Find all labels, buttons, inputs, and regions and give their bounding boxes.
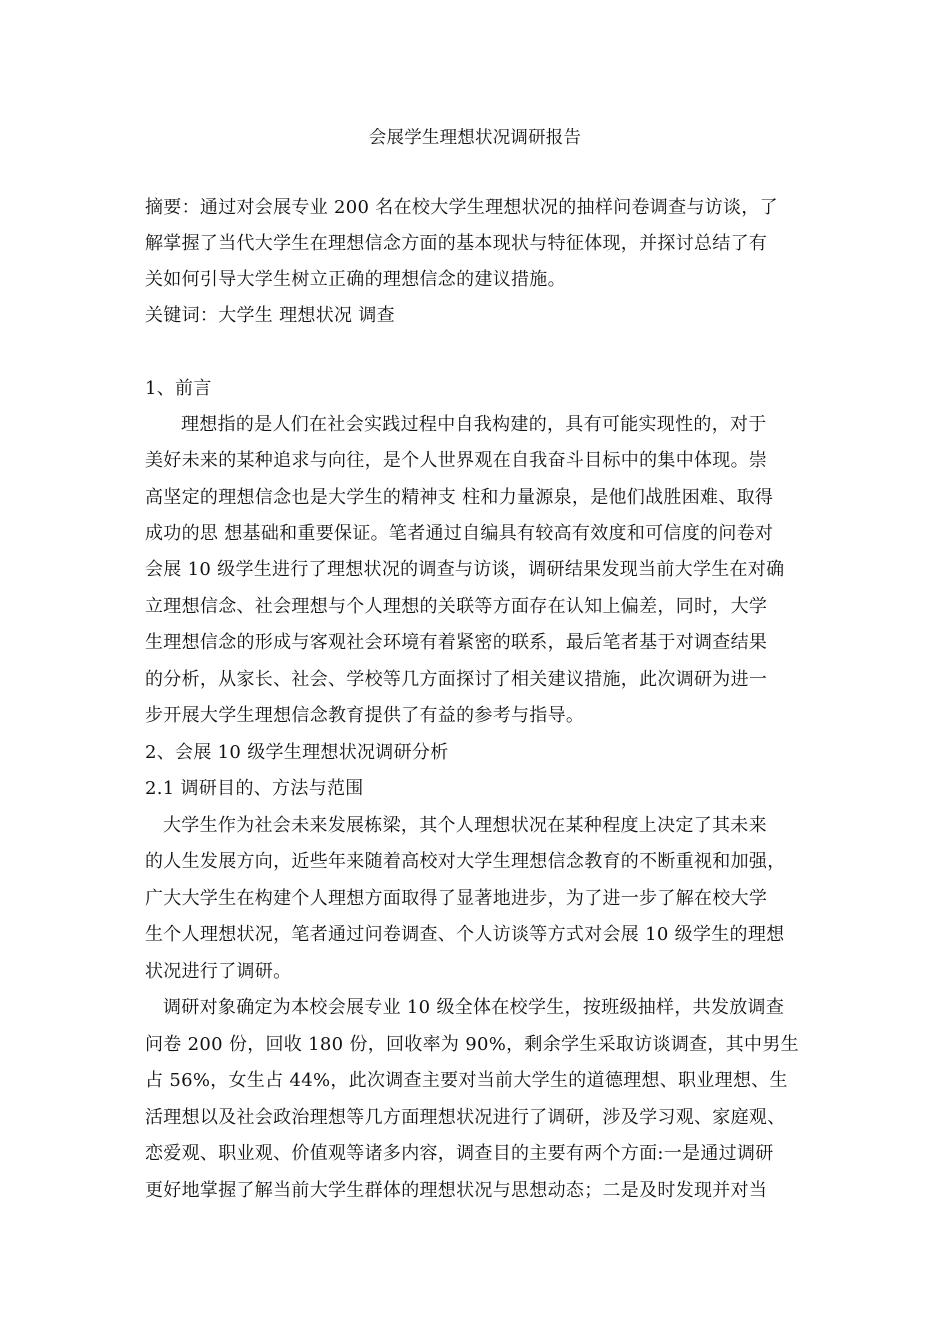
section-heading-preface: 1、前言 [145, 378, 212, 399]
abstract-line-2: 解掌握了当代大学生在理想信念方面的基本现状与特征体现，并探讨总结了有 [145, 233, 768, 254]
paragraph-3-line-6: 更好地掌握了解当前大学生群体的理想状况与思想动态；二是及时发现并对当 [145, 1180, 768, 1201]
abstract-line-1: 摘要：通过对会展专业 200 名在校大学生理想状况的抽样问卷调查与访谈，了 [145, 197, 778, 218]
paragraph-2-line-4: 生个人理想状况，笔者通过问卷调查、个人访谈等方式对会展 10 级学生的理想 [145, 924, 785, 945]
paragraph-2-line-3: 广大大学生在构建个人理想方面取得了显著地进步，为了进一步了解在校大学 [145, 888, 768, 909]
subsection-heading-2-1: 2.1 调研目的、方法与范围 [145, 778, 364, 799]
keywords-line: 关键词：大学生 理想状况 调查 [145, 305, 395, 326]
paragraph-2-line-1: 大学生作为社会未来发展栋梁，其个人理想状况在某种程度上决定了其未来 [163, 815, 767, 836]
preface-line-9: 步开展大学生理想信念教育提供了有益的参考与指导。 [145, 705, 585, 726]
paragraph-2-line-2: 的人生发展方向，近些年来随着高校对大学生理想信念教育的不断重视和加强， [145, 851, 786, 872]
preface-line-6: 立理想信念、社会理想与个人理想的关联等方面存在认知上偏差，同时，大学 [145, 596, 768, 617]
paragraph-3-line-3: 占 56%，女生占 44%，此次调查主要对当前大学生的道德理想、职业理想、生 [145, 1070, 788, 1091]
document-title: 会展学生理想状况调研报告 [368, 128, 582, 148]
preface-line-7: 生理想信念的形成与客观社会环境有着紧密的联系，最后笔者基于对调查结果 [145, 632, 768, 653]
preface-line-3: 高坚定的理想信念也是大学生的精神支 柱和力量源泉，是他们战胜困难、取得 [145, 487, 774, 508]
paragraph-2-line-5: 状况进行了调研。 [145, 961, 292, 982]
paragraph-3-line-4: 活理想以及社会政治理想等几方面理想状况进行了调研，涉及学习观、家庭观、 [145, 1107, 786, 1128]
preface-line-5: 会展 10 级学生进行了理想状况的调查与访谈，调研结果发现当前大学生在对确 [145, 559, 785, 580]
preface-line-8: 的分析，从家长、社会、学校等几方面探讨了相关建议措施，此次调研为进一 [145, 669, 768, 690]
preface-line-1: 理想指的是人们在社会实践过程中自我构建的，具有可能实现性的，对于 [181, 414, 767, 435]
abstract-line-3: 关如何引导大学生树立正确的理想信念的建议措施。 [145, 269, 566, 290]
section-heading-analysis: 2、会展 10 级学生理想状况调研分析 [145, 742, 449, 763]
paragraph-3-line-1: 调研对象确定为本校会展专业 10 级全体在校学生，按班级抽样，共发放调查 [163, 997, 785, 1018]
paragraph-3-line-5: 恋爱观、职业观、价值观等诸多内容，调查目的主要有两个方面:一是通过调研 [145, 1143, 774, 1164]
preface-line-2: 美好未来的某种追求与向往，是个人世界观在自我奋斗目标中的集中体现。崇 [145, 450, 768, 471]
preface-line-4: 成功的思 想基础和重要保证。笔者通过自编具有较高有效度和可信度的问卷对 [145, 523, 774, 544]
paragraph-3-line-2: 问卷 200 份，回收 180 份，回收率为 90%，剩余学生采取访谈调查，其中男生 [145, 1034, 799, 1055]
